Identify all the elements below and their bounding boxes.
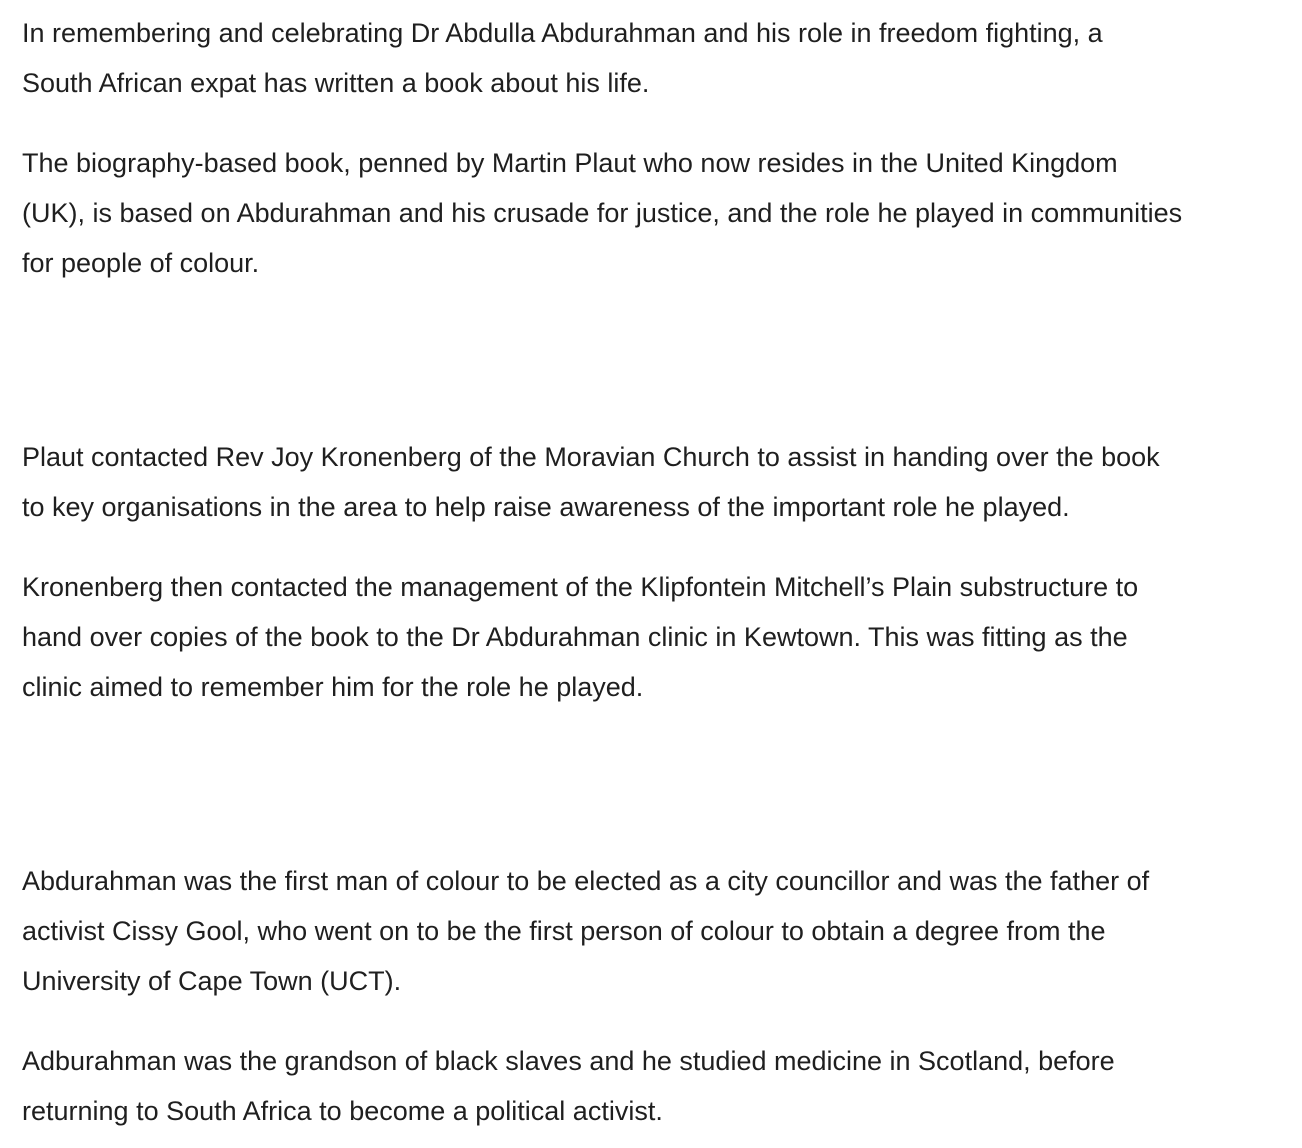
- article-paragraph: [22, 856, 1149, 1006]
- article-paragraph: [22, 138, 1182, 288]
- article-paragraph: [22, 1036, 1115, 1136]
- paragraph-line: returning to South Africa to become a political activist.: [22, 1096, 663, 1126]
- article-paragraph: [22, 562, 1138, 712]
- paragraph-line: activist Cissy Gool, who went on to be the first person of colour to obtain a degree from the: [22, 916, 1106, 946]
- paragraph-line: University of Cape Town (UCT).: [22, 966, 402, 996]
- paragraph-line: South African expat has written a book about his life.: [22, 68, 650, 98]
- article-paragraph: [22, 432, 1160, 532]
- paragraph-line: Adburahman was the grandson of black slaves and he studied medicine in Scotland, before: [22, 1046, 1115, 1076]
- paragraph-line: clinic aimed to remember him for the role he played.: [22, 672, 644, 702]
- paragraph-line: Plaut contacted Rev Joy Kronenberg of the Moravian Church to assist in handing over the book: [22, 442, 1160, 472]
- paragraph-line: In remembering and celebrating Dr Abdulla Abdurahman and his role in freedom fighting, a: [22, 18, 1103, 48]
- paragraph-line: to key organisations in the area to help raise awareness of the important role he played.: [22, 492, 1070, 522]
- paragraph-line: (UK), is based on Abdurahman and his crusade for justice, and the role he played in communities: [22, 198, 1183, 228]
- paragraph-line: Kronenberg then contacted the management of the Klipfontein Mitchell’s Plain substructure to: [22, 572, 1139, 602]
- paragraph-line: Abdurahman was the first man of colour to be elected as a city councillor and was the father of: [22, 866, 1150, 896]
- paragraph-line: The biography-based book, penned by Martin Plaut who now resides in the United Kingdom: [22, 148, 1118, 178]
- article-paragraph: [22, 8, 1103, 108]
- paragraph-line: for people of colour.: [22, 248, 260, 278]
- paragraph-line: hand over copies of the book to the Dr Abdurahman clinic in Kewtown. This was fitting as the: [22, 622, 1128, 652]
